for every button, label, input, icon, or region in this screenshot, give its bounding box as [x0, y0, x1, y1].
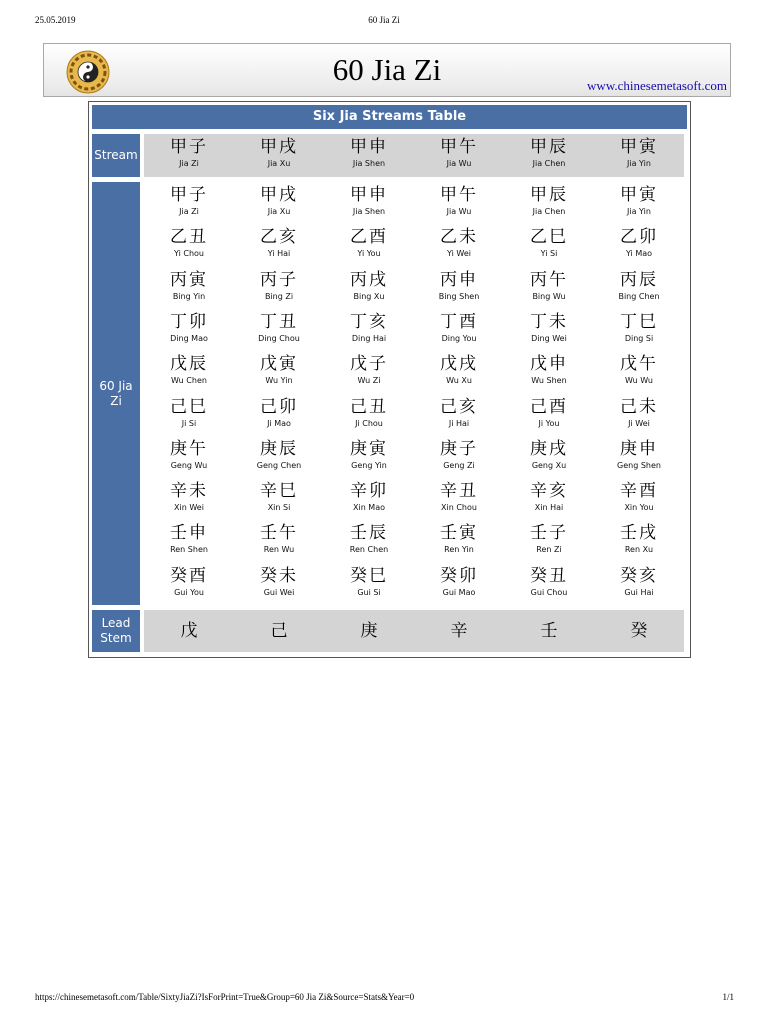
jiazi-pinyin: Ji You [538, 418, 560, 428]
jiazi-cell [324, 309, 414, 351]
jiazi-pinyin: Ji Si [181, 418, 197, 428]
jiazi-pinyin: Bing Wu [532, 291, 566, 301]
jiazi-pinyin: Jia Shen [352, 207, 386, 216]
jiazi-pinyin: Xin Hai [534, 503, 564, 513]
jiazi-pinyin: Ren Chen [349, 545, 389, 555]
table-row [144, 563, 684, 605]
jiazi-chinese: 庚辰 [260, 438, 298, 459]
jiazi-cell [234, 224, 324, 266]
jiazi-pinyin: Geng Zi [443, 460, 475, 470]
stream-cell: 甲申 Jia Shen [350, 137, 388, 168]
jiazi-pinyin: Bing Shen [438, 291, 480, 301]
jiazi-chinese: 壬子 [530, 523, 568, 544]
jiazi-pinyin: Gui Wei [263, 587, 295, 597]
jiazi-pinyin: Gui Chou [530, 587, 568, 597]
jiazi-cell [504, 478, 594, 520]
jiazi-cell [594, 394, 684, 436]
lead-stem-cell: 壬 [540, 621, 558, 641]
lead-stem-row [144, 610, 684, 652]
jiazi-cell [594, 224, 684, 266]
jiazi-chinese: 甲辰 [530, 185, 568, 205]
jiazi-chinese: 癸巳 [350, 565, 388, 586]
jiazi-chinese: 己卯 [260, 396, 298, 417]
table-row [144, 520, 684, 562]
jiazi-chinese: 丁卯 [170, 311, 208, 332]
jiazi-pinyin: Wu Chen [171, 376, 207, 386]
jiazi-pinyin: Gui Hai [624, 587, 654, 597]
jiazi-pinyin: Gui Si [357, 587, 381, 597]
jiazi-pinyin: Yi Si [540, 249, 558, 259]
jiazi-chinese: 丁亥 [350, 311, 388, 332]
print-date: 25.05.2019 [35, 15, 76, 25]
jiazi-chinese: 丁酉 [440, 311, 478, 332]
jiazi-chinese: 丙午 [530, 269, 568, 290]
jiazi-pinyin: Xin Chou [441, 503, 477, 513]
jiazi-pinyin: Jia Zi [179, 207, 199, 216]
jiazi-cell [324, 351, 414, 393]
jiazi-cell [504, 267, 594, 309]
jiazi-chinese: 甲戌 [260, 185, 298, 205]
jiazi-cell [504, 394, 594, 436]
jiazi-cell [144, 520, 234, 562]
jiazi-chinese: 甲午 [440, 185, 478, 205]
jiazi-chinese: 丙子 [260, 269, 298, 290]
jiazi-cell [144, 436, 234, 478]
jiazi-pinyin: Ren Xu [624, 545, 654, 555]
table-row [144, 436, 684, 478]
jiazi-cell [414, 394, 504, 436]
jiazi-chinese: 甲寅 [620, 185, 658, 205]
lead-stem-header: Lead Stem [92, 610, 140, 652]
jiazi-cell [414, 563, 504, 605]
jiazi-chinese: 丙戌 [350, 269, 388, 290]
jiazi-chinese: 甲子 [170, 185, 208, 205]
stream-row [144, 134, 684, 176]
jiazi-cell [414, 351, 504, 393]
jiazi-pinyin: Ding Chou [258, 333, 300, 343]
jiazi-pinyin: Xin Mao [352, 503, 385, 513]
jiazi-cell [504, 224, 594, 266]
jiazi-cell [234, 563, 324, 605]
jiazi-pinyin: Xin Si [267, 503, 291, 513]
print-footer [0, 992, 768, 1006]
jiazi-pinyin: Ren Shen [170, 545, 208, 555]
jiazi-pinyin: Wu Shen [531, 376, 567, 386]
jiazi-pinyin: Ding Wei [531, 333, 567, 343]
jiazi-cell [414, 436, 504, 478]
jiazi-chinese: 戊寅 [260, 354, 298, 375]
six-jia-table [88, 101, 691, 658]
jiazi-chinese: 戊戌 [440, 354, 478, 375]
jiazi-chinese: 庚子 [440, 438, 478, 459]
jiazi-chinese: 庚申 [620, 438, 658, 459]
jiazi-pinyin: Ren Wu [263, 545, 295, 555]
jiazi-chinese: 壬午 [260, 523, 298, 544]
jiazi-cell [144, 182, 234, 224]
jiazi-pinyin: Wu Yin [265, 376, 293, 386]
jiazi-pinyin: Jia Chen [532, 207, 566, 216]
jiazi-pinyin: Ding Si [624, 333, 654, 343]
jiazi-chinese: 甲申 [350, 185, 388, 205]
jiazi-pinyin: Gui You [174, 587, 204, 597]
jiazi-pinyin: Jia Yin [627, 207, 651, 216]
stream-cell: 甲寅 Jia Yin [620, 137, 658, 168]
jiazi-cell [414, 224, 504, 266]
table-title: Six Jia Streams Table [92, 105, 687, 129]
jiazi-chinese: 丁未 [530, 311, 568, 332]
jiazi-pinyin: Ren Yin [444, 545, 474, 555]
jiazi-chinese: 壬戌 [620, 523, 658, 544]
jiazi-cell [414, 309, 504, 351]
jiazi-pinyin: Yi Hai [267, 249, 291, 259]
stream-cell: 甲午 Jia Wu [440, 137, 478, 168]
jiazi-cell [414, 520, 504, 562]
jiazi-pinyin: Geng Xu [531, 460, 567, 470]
jiazi-cell [234, 267, 324, 309]
jiazi-cell [324, 520, 414, 562]
jiazi-pinyin: Yi Chou [174, 249, 204, 259]
jiazi-chinese: 癸亥 [620, 565, 658, 586]
table-row [144, 224, 684, 266]
jiazi-pinyin: Xin You [624, 503, 654, 513]
jiazi-cell [144, 351, 234, 393]
jiazi-chinese: 乙未 [440, 227, 478, 248]
jiazi-cell [324, 394, 414, 436]
jiazi-cell [594, 182, 684, 224]
jiazi-chinese: 丙申 [440, 269, 478, 290]
jiazi-chinese: 戊辰 [170, 354, 208, 375]
jiazi-chinese: 辛酉 [620, 481, 658, 502]
jiazi-pinyin: Ding Hai [351, 333, 387, 343]
jiazi-pinyin: Wu Zi [357, 376, 381, 386]
table-row [144, 182, 684, 224]
jiazi-chinese: 丁巳 [620, 311, 658, 332]
jiazi-chinese: 己未 [620, 396, 658, 417]
jiazi-pinyin: Ji Hai [448, 418, 470, 428]
jiazi-cell [234, 436, 324, 478]
jiazi-cell [144, 563, 234, 605]
jiazi-cell [594, 520, 684, 562]
jiazi-chinese: 辛卯 [350, 481, 388, 502]
jiazi-cell [234, 520, 324, 562]
table-row [144, 478, 684, 520]
jiazi-pinyin: Ji Chou [355, 418, 383, 428]
jiazi-cell [504, 309, 594, 351]
jiazi-pinyin: Yi Mao [625, 249, 653, 259]
jiazi-pinyin: Jia Xu [267, 207, 291, 216]
jiazi-chinese: 乙亥 [260, 227, 298, 248]
jiazi-chinese: 辛巳 [260, 481, 298, 502]
stream-cell: 甲子 Jia Zi [170, 137, 208, 168]
table-row [144, 394, 684, 436]
jiazi-pinyin: Bing Xu [353, 291, 385, 301]
jiazi-cell [414, 267, 504, 309]
jiazi-pinyin: Ding Mao [170, 333, 208, 343]
print-header [0, 15, 768, 29]
jiazi-chinese: 己亥 [440, 396, 478, 417]
jiazi-pinyin: Wu Xu [446, 376, 472, 386]
jiazi-cell [594, 267, 684, 309]
jiazi-pinyin: Bing Chen [618, 291, 660, 301]
stream-cell: 甲辰 Jia Chen [530, 137, 568, 168]
jiazi-cell [594, 351, 684, 393]
jiazi-chinese: 庚戌 [530, 438, 568, 459]
jiazi-cell [324, 436, 414, 478]
jiazi-chinese: 乙巳 [530, 227, 568, 248]
jiazi-cell [144, 478, 234, 520]
print-title: 60 Jia Zi [368, 15, 400, 25]
jiazi-pinyin: Geng Chen [256, 460, 302, 470]
jiazi-chinese: 壬辰 [350, 523, 388, 544]
jiazi-cell [234, 182, 324, 224]
jiazi-cell [504, 436, 594, 478]
site-title: 60 Jia Zi [332, 52, 442, 87]
print-url: https://chinesemetasoft.com/Table/SixtyJiaZi?IsForPrint=True&Group=60 Jia Zi&Source=Stats&Year=0 [35, 992, 415, 1002]
jiazi-cell [234, 351, 324, 393]
jiazi-chinese: 辛未 [170, 481, 208, 502]
jiazi-pinyin: Ji Wei [628, 418, 650, 428]
jiazi-chinese: 癸卯 [440, 565, 478, 586]
page-number: 1/1 [722, 992, 734, 1002]
jiazi-cell [504, 351, 594, 393]
jiazi-chinese: 癸未 [260, 565, 298, 586]
jiazi-chinese: 辛亥 [530, 481, 568, 502]
jiazi-chinese: 壬申 [170, 523, 208, 544]
jiazi-cell [594, 309, 684, 351]
table-row [144, 309, 684, 351]
jiazi-pinyin: Gui Mao [442, 587, 476, 597]
site-banner [43, 43, 731, 97]
jiazi-cell [414, 182, 504, 224]
jiazi-cell [324, 224, 414, 266]
jiazi-chinese: 己巳 [170, 396, 208, 417]
jiazi-cell [414, 478, 504, 520]
jiazi-chinese: 庚寅 [350, 438, 388, 459]
jiazi-cell [144, 224, 234, 266]
jiazi-cell [324, 563, 414, 605]
lead-stem-cell: 辛 [450, 621, 468, 641]
jiazi-pinyin: Wu Wu [625, 376, 653, 386]
jiazi-pinyin: Ding You [441, 333, 477, 343]
table-row [144, 351, 684, 393]
jiazi-cell [594, 478, 684, 520]
lead-stem-cell: 己 [270, 621, 288, 641]
jiazi-pinyin: Geng Yin [351, 460, 387, 470]
jiazi-chinese: 丁丑 [260, 311, 298, 332]
jiazi-pinyin: Bing Zi [264, 291, 294, 301]
lead-stem-cell: 庚 [360, 621, 378, 641]
jiazi-header: 60 Jia Zi [92, 182, 140, 605]
jiazi-chinese: 戊午 [620, 354, 658, 375]
stream-cell: 甲戌 Jia Xu [260, 137, 298, 168]
site-link[interactable]: www.chinesemetasoft.com [587, 78, 727, 93]
jiazi-cell [144, 394, 234, 436]
jiazi-cell [234, 478, 324, 520]
jiazi-chinese: 壬寅 [440, 523, 478, 544]
jiazi-pinyin: Yi You [357, 249, 381, 259]
jiazi-cell [504, 182, 594, 224]
jiazi-pinyin: Xin Wei [174, 503, 204, 513]
jiazi-chinese: 丙辰 [620, 269, 658, 290]
jiazi-pinyin: Bing Yin [172, 291, 206, 301]
jiazi-chinese: 丙寅 [170, 269, 208, 290]
jiazi-chinese: 癸丑 [530, 565, 568, 586]
jiazi-cell [594, 436, 684, 478]
jiazi-cell [594, 563, 684, 605]
jiazi-cell [144, 309, 234, 351]
jiazi-pinyin: Ren Zi [536, 545, 562, 555]
jiazi-chinese: 己丑 [350, 396, 388, 417]
jiazi-chinese: 癸酉 [170, 565, 208, 586]
lead-stem-cell: 戊 [180, 621, 198, 641]
jiazi-cell [324, 182, 414, 224]
jiazi-pinyin: Yi Wei [447, 249, 471, 259]
jiazi-chinese: 庚午 [170, 438, 208, 459]
stream-header: Stream [92, 134, 140, 177]
jiazi-chinese: 戊申 [530, 354, 568, 375]
jiazi-cell [324, 267, 414, 309]
jiazi-cell [234, 309, 324, 351]
jiazi-cell [234, 394, 324, 436]
jiazi-chinese: 乙丑 [170, 227, 208, 248]
lead-stem-cell: 癸 [630, 621, 648, 641]
jiazi-pinyin: Jia Wu [446, 207, 472, 216]
jiazi-pinyin: Ji Mao [267, 418, 291, 428]
jiazi-cell [504, 520, 594, 562]
jiazi-pinyin: Geng Shen [617, 460, 661, 470]
table-row [144, 267, 684, 309]
jiazi-pinyin: Geng Wu [170, 460, 208, 470]
jiazi-chinese: 乙卯 [620, 227, 658, 248]
jiazi-chinese: 乙酉 [350, 227, 388, 248]
jiazi-chinese: 辛丑 [440, 481, 478, 502]
jiazi-chinese: 戊子 [350, 354, 388, 375]
jiazi-cell [144, 267, 234, 309]
jiazi-cell [504, 563, 594, 605]
jiazi-chinese: 己酉 [530, 396, 568, 417]
jiazi-cell [324, 478, 414, 520]
